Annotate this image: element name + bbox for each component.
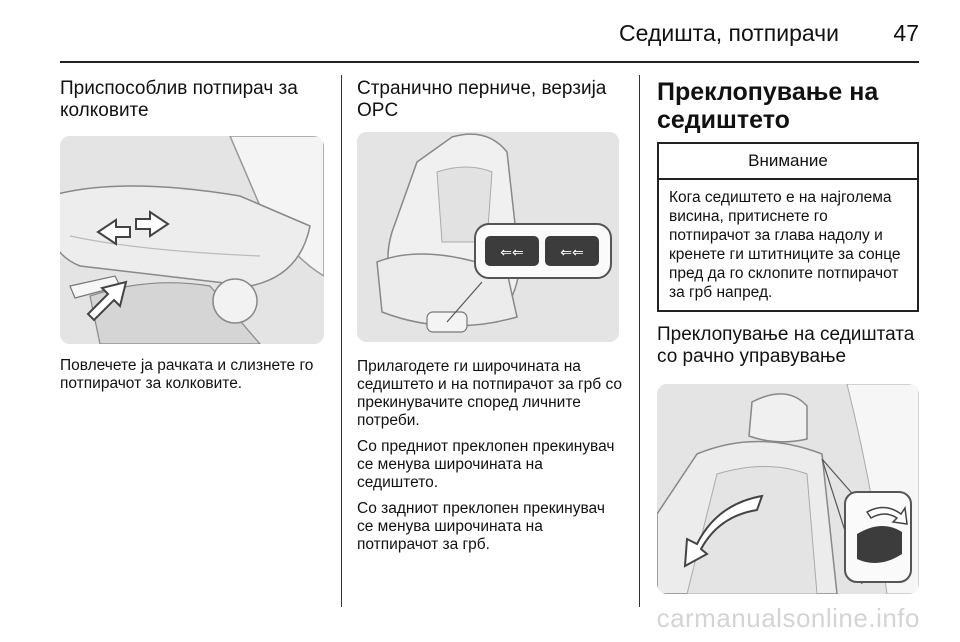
hip-support-illustration xyxy=(60,136,324,344)
side-bolster-illustration xyxy=(357,132,619,342)
svg-text:⇐⇐: ⇐⇐ xyxy=(560,245,584,261)
side-bolster-paragraph-2: Со предниот преклопен прекинувач се менува широчината на седиштето. xyxy=(357,438,615,491)
side-bolster-paragraph-1: Прилагодете ги широчината на седиштето и на потпирачот за грб со прекинувачите според личните потреби. xyxy=(357,358,623,429)
side-bolster-text xyxy=(357,358,625,554)
column-divider-1 xyxy=(341,75,342,607)
page-header-title: Седишта, потпирачи xyxy=(619,20,839,46)
column-hip-support xyxy=(60,78,325,401)
warning-box xyxy=(657,142,919,312)
section-heading-side-bolster: Странично перниче, верзија OPC xyxy=(357,78,607,121)
warning-text: Кога седиштето е на најголема висина, притиснете го потпирачот за глава надолу и кренете ги штитниците за сонце пред да го склопите потпирачот за грб напред. xyxy=(669,189,901,301)
column-seat-folding xyxy=(657,78,922,594)
section-heading-seat-folding: Преклопување на седиштето xyxy=(657,78,879,134)
subheading-manual-folding: Преклопување на седиштата со рачно управување xyxy=(657,324,915,367)
seat-folding-illustration xyxy=(657,384,919,594)
page-header xyxy=(60,14,919,54)
column-side-bolster xyxy=(357,78,625,562)
column-divider-2 xyxy=(639,75,640,607)
page-number: 47 xyxy=(893,20,919,46)
watermark: carmanualsonline.info xyxy=(656,603,920,633)
section-heading-hip-support: Приспособлив потпирач за колковите xyxy=(60,78,298,121)
svg-text:⇐⇐: ⇐⇐ xyxy=(500,245,524,261)
header-rule xyxy=(60,61,919,63)
warning-title: Внимание xyxy=(659,144,917,180)
side-bolster-paragraph-3: Со задниот преклопен прекинувач се менува широчината на потпирачот за грб. xyxy=(357,500,605,553)
hip-support-caption: Повлечете ја рачката и слизнете го потпирачот за колковите. xyxy=(60,357,314,392)
